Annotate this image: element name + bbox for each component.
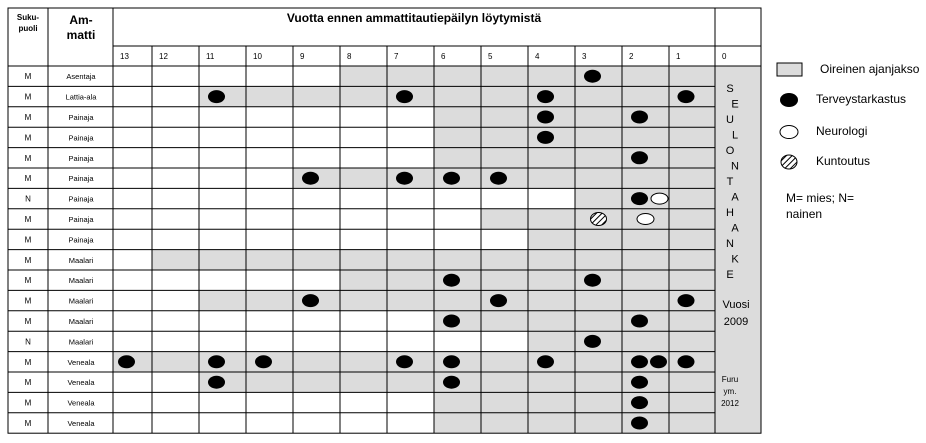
symptom-period-cell xyxy=(340,352,387,372)
header-title: Vuotta ennen ammattitautiepäilyn löytymistä xyxy=(286,11,542,25)
legend-label-rehab: Kuntoutus xyxy=(816,154,871,168)
row-job: Veneala xyxy=(67,419,95,428)
health-check-dot xyxy=(584,274,601,287)
row-sex: M xyxy=(24,153,32,163)
symptom-period-cell xyxy=(575,413,622,433)
year-label: 4 xyxy=(535,52,540,61)
legend-label-health: Terveystarkastus xyxy=(816,92,907,106)
symptom-period-cell xyxy=(669,250,715,270)
screening-letter: U xyxy=(726,114,734,126)
row-job: Painaja xyxy=(68,235,94,245)
symptom-period-cell xyxy=(434,86,481,106)
legend-note-line-1: M= mies; N= xyxy=(786,191,855,205)
row-job: Painaja xyxy=(68,215,94,224)
symptom-period-cell xyxy=(669,209,715,229)
health-check-dot xyxy=(631,376,648,389)
symptom-period-cell xyxy=(575,250,622,270)
symptom-period-cell xyxy=(575,127,622,147)
neurologist-circle xyxy=(637,214,654,225)
symptom-period-cell xyxy=(340,250,387,270)
health-check-dot xyxy=(443,172,460,185)
year-label: 10 xyxy=(253,52,262,61)
symptom-period-cell xyxy=(481,250,528,270)
symptom-period-cell xyxy=(528,413,575,433)
symptom-period-cell xyxy=(669,392,715,412)
health-check-dot xyxy=(678,294,695,307)
year-label: 1 xyxy=(676,52,681,61)
symptom-period-cell xyxy=(575,311,622,331)
year-label: 12 xyxy=(159,52,168,61)
symptom-period-cell xyxy=(481,127,528,147)
symptom-period-cell xyxy=(622,127,669,147)
symptom-period-cell xyxy=(387,372,434,392)
screening-letter: E xyxy=(726,269,734,281)
symptom-period-cell xyxy=(434,148,481,168)
symptom-period-cell xyxy=(575,229,622,249)
row-sex: N xyxy=(25,337,31,347)
row-job: Painaja xyxy=(68,174,94,184)
symptom-period-cell xyxy=(622,331,669,351)
symptom-period-cell xyxy=(528,66,575,86)
symptom-period-cell xyxy=(246,290,293,310)
health-check-dot xyxy=(537,355,554,368)
symptom-period-cell xyxy=(528,270,575,290)
symptom-period-cell xyxy=(575,86,622,106)
symptom-period-cell xyxy=(528,311,575,331)
symptom-period-cell xyxy=(528,148,575,168)
symptom-period-cell xyxy=(152,352,199,372)
symptom-period-cell xyxy=(575,188,622,208)
year-label: 9 xyxy=(300,52,305,61)
symptom-period-cell xyxy=(152,250,199,270)
symptom-period-cell xyxy=(669,107,715,127)
symptom-period-cell xyxy=(199,290,246,310)
symptom-period-cell xyxy=(575,148,622,168)
legend-health-dot xyxy=(776,92,804,108)
health-check-dot xyxy=(255,355,272,368)
screening-letter: K xyxy=(731,253,739,266)
symptom-period-cell xyxy=(387,290,434,310)
symptom-period-cell xyxy=(622,86,669,106)
health-check-dot xyxy=(396,172,413,185)
row-sex: M xyxy=(24,419,32,428)
row-job: Maalari xyxy=(68,255,94,265)
header-sex-line-1: Suku- xyxy=(16,13,40,22)
health-check-dot xyxy=(631,315,648,328)
row-sex: M xyxy=(24,276,32,286)
row-job: Maalari xyxy=(68,276,94,286)
row-sex: M xyxy=(24,92,32,102)
year-label: 13 xyxy=(120,52,129,61)
symptom-period-cell xyxy=(669,372,715,392)
symptom-period-cell xyxy=(340,270,387,290)
health-check-dot xyxy=(537,111,554,124)
year-label: 5 xyxy=(488,52,493,61)
health-check-dot xyxy=(208,355,225,368)
screening-letter: T xyxy=(726,176,734,188)
symptom-period-cell xyxy=(246,86,293,106)
header-job-line-2: matti xyxy=(66,28,96,42)
symptom-period-cell xyxy=(481,66,528,86)
symptom-period-cell xyxy=(293,372,340,392)
symptom-period-cell xyxy=(246,372,293,392)
row-job: Painaja xyxy=(68,194,94,204)
symptom-period-cell xyxy=(622,229,669,249)
symptom-period-cell xyxy=(434,107,481,127)
row-job: Maalari xyxy=(68,337,94,347)
symptom-period-cell xyxy=(246,250,293,270)
symptom-period-cell xyxy=(481,107,528,127)
row-sex: M xyxy=(24,378,32,388)
health-check-dot xyxy=(631,417,648,430)
neurologist-circle xyxy=(651,193,668,204)
symptom-period-cell xyxy=(575,290,622,310)
symptom-period-cell xyxy=(293,250,340,270)
health-check-dot xyxy=(678,355,695,368)
symptom-period-cell xyxy=(575,352,622,372)
symptom-period-cell xyxy=(340,168,387,188)
symptom-period-cell xyxy=(528,250,575,270)
note-vuosi-line-2: 2009 xyxy=(723,316,749,328)
legend-sex-note xyxy=(786,190,926,222)
row-job: Veneala xyxy=(67,378,95,388)
symptom-period-cell xyxy=(434,66,481,86)
screening-letter: H xyxy=(726,207,734,219)
row-sex: M xyxy=(24,398,32,408)
health-check-dot xyxy=(490,172,507,185)
symptom-period-cell xyxy=(434,290,481,310)
symptom-period-cell xyxy=(528,372,575,392)
symptom-period-cell xyxy=(622,290,669,310)
health-check-dot xyxy=(396,355,413,368)
row-sex: M xyxy=(24,113,32,122)
symptom-period-cell xyxy=(481,86,528,106)
health-check-dot xyxy=(443,376,460,389)
symptom-period-cell xyxy=(669,168,715,188)
symptom-period-cell xyxy=(340,66,387,86)
screening-letter: O xyxy=(725,145,735,157)
symptom-period-cell xyxy=(293,86,340,106)
legend-note-line-2: nainen xyxy=(786,207,823,221)
health-check-dot xyxy=(302,172,319,185)
year-label: 11 xyxy=(206,52,215,61)
health-check-dot xyxy=(631,192,648,205)
row-sex: M xyxy=(24,133,32,143)
symptom-period-cell xyxy=(575,107,622,127)
row-sex: N xyxy=(25,194,31,204)
symptom-period-cell xyxy=(434,392,481,412)
row-sex: M xyxy=(24,255,32,265)
symptom-period-cell xyxy=(528,331,575,351)
symptom-period-cell xyxy=(340,372,387,392)
symptom-period-cell xyxy=(669,270,715,290)
note-furu-line-1: Furu xyxy=(721,375,739,384)
symptom-period-cell xyxy=(340,290,387,310)
note-vuosi-line-1: Vuosi xyxy=(722,299,750,311)
health-check-dot xyxy=(537,131,554,144)
health-check-dot xyxy=(443,274,460,287)
health-check-dot xyxy=(443,355,460,368)
symptom-period-cell xyxy=(434,127,481,147)
symptom-period-cell xyxy=(481,209,528,229)
health-check-dot xyxy=(631,355,648,368)
screening-letter: N xyxy=(726,238,734,250)
row-sex: M xyxy=(24,72,32,82)
symptom-period-cell xyxy=(481,413,528,433)
symptom-period-cell xyxy=(481,270,528,290)
symptom-period-cell xyxy=(434,413,481,433)
row-sex: M xyxy=(24,215,32,224)
symptom-period-cell xyxy=(575,392,622,412)
symptom-period-cell xyxy=(669,229,715,249)
legend-rehab-hatched xyxy=(776,154,804,170)
rehabilitation-mark xyxy=(591,213,607,226)
row-job: Maalari xyxy=(68,296,94,306)
symptom-period-cell xyxy=(528,392,575,412)
row-sex: M xyxy=(24,174,32,184)
health-check-dot xyxy=(208,90,225,103)
symptom-period-cell xyxy=(528,290,575,310)
symptom-period-cell xyxy=(481,372,528,392)
symptom-period-cell xyxy=(575,168,622,188)
health-check-dot xyxy=(118,355,135,368)
row-job: Veneala xyxy=(67,398,95,408)
symptom-period-cell xyxy=(528,229,575,249)
symptom-period-cell xyxy=(481,148,528,168)
health-check-dot xyxy=(584,335,601,348)
row-sex: M xyxy=(24,317,32,326)
row-job: Asentaja xyxy=(66,72,96,82)
health-check-dot xyxy=(302,294,319,307)
row-job: Veneala xyxy=(67,357,95,367)
symptom-period-cell xyxy=(669,331,715,351)
row-sex: M xyxy=(24,357,32,367)
symptom-period-cell xyxy=(481,311,528,331)
health-check-dot xyxy=(631,111,648,124)
year-label: 8 xyxy=(347,52,352,61)
symptom-period-cell xyxy=(669,188,715,208)
health-check-dot xyxy=(396,90,413,103)
health-check-dot xyxy=(631,396,648,409)
health-check-dot xyxy=(208,376,225,389)
health-check-dot xyxy=(631,151,648,164)
symptom-period-cell xyxy=(669,66,715,86)
screening-letter: N xyxy=(731,160,739,173)
row-job: Painaja xyxy=(68,113,94,122)
legend-shade-swatch xyxy=(776,62,804,78)
symptom-period-cell xyxy=(622,250,669,270)
row-sex: M xyxy=(24,296,32,306)
symptom-period-cell xyxy=(528,209,575,229)
symptom-period-cell xyxy=(387,66,434,86)
symptom-period-cell xyxy=(669,311,715,331)
row-job: Painaja xyxy=(68,153,94,163)
symptom-period-cell xyxy=(528,168,575,188)
year-label: 2 xyxy=(629,52,634,61)
health-check-dot xyxy=(584,70,601,83)
screening-letter: L xyxy=(731,129,739,142)
row-sex: M xyxy=(24,235,32,245)
screening-letter: S xyxy=(726,83,734,95)
health-check-dot xyxy=(650,355,667,368)
symptom-period-cell xyxy=(434,250,481,270)
health-check-dot xyxy=(490,294,507,307)
row-job: Maalari xyxy=(68,317,94,326)
legend-label-neuro: Neurologi xyxy=(816,124,868,138)
symptom-period-cell xyxy=(622,270,669,290)
year-label: 0 xyxy=(722,52,727,61)
symptom-period-cell xyxy=(387,270,434,290)
symptom-period-cell xyxy=(622,66,669,86)
health-check-dot xyxy=(678,90,695,103)
symptom-period-cell xyxy=(293,352,340,372)
symptom-period-cell xyxy=(481,352,528,372)
symptom-period-cell xyxy=(622,168,669,188)
legend-label-shade: Oireinen ajanjakso xyxy=(820,62,920,76)
note-furu-line-2: ym. xyxy=(723,387,737,396)
screening-letter: A xyxy=(731,222,739,235)
row-job: Lattia-ala xyxy=(65,92,97,102)
symptom-period-cell xyxy=(669,148,715,168)
year-label: 7 xyxy=(394,52,399,61)
header-sex-line-2: puoli xyxy=(18,24,38,33)
symptom-period-cell xyxy=(575,372,622,392)
legend-neuro-circle xyxy=(776,124,804,140)
health-check-dot xyxy=(537,90,554,103)
symptom-period-cell xyxy=(340,86,387,106)
note-furu-line-3: 2012 xyxy=(721,399,739,408)
header-job-line-1: Am- xyxy=(69,13,93,27)
symptom-period-cell xyxy=(669,413,715,433)
symptom-period-cell xyxy=(481,392,528,412)
year-label: 6 xyxy=(441,52,446,61)
health-check-dot xyxy=(443,315,460,328)
row-job: Painaja xyxy=(68,133,94,143)
symptom-period-cell xyxy=(199,250,246,270)
symptom-period-cell xyxy=(387,250,434,270)
symptom-period-cell xyxy=(669,127,715,147)
screening-letter: E xyxy=(731,98,739,111)
screening-letter: A xyxy=(731,191,739,204)
year-label: 3 xyxy=(582,52,587,61)
